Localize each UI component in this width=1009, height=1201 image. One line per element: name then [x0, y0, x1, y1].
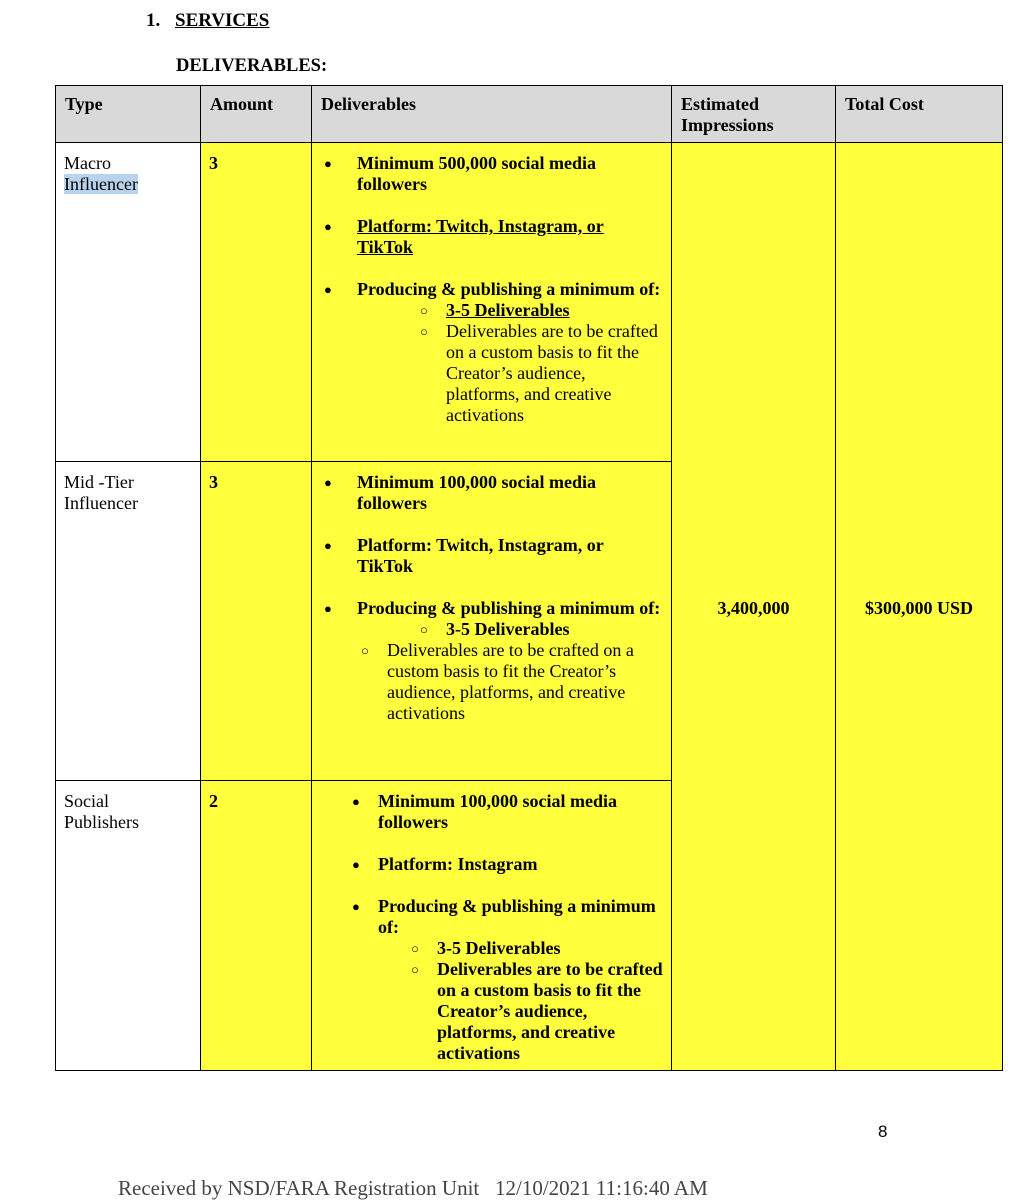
- platform-text: Platform: Twitch, Instagram, or TikTok: [357, 216, 604, 257]
- deliverables-cell: [312, 462, 672, 781]
- section-number: 1.: [146, 10, 161, 31]
- table-header-row: [56, 86, 1003, 143]
- deliverable-bullet-text: Producing & publishing a minimum of:: [357, 598, 661, 618]
- column-header-estimated-impressions: Estimated Impressions: [672, 86, 836, 143]
- deliverable-bullet-text: Producing & publishing a minimum of:: [357, 279, 661, 299]
- type-label-line2: Influencer: [64, 493, 138, 513]
- deliverable-bullet: [320, 216, 663, 258]
- deliverable-bullet: [320, 279, 663, 426]
- amount-cell: 2: [201, 781, 312, 1071]
- type-label-line1: Mid -Tier: [64, 472, 134, 492]
- type-cell: [56, 462, 201, 781]
- fara-footer: Received by NSD/FARA Registration Unit 12/10/2021 11:16:40 AM: [118, 1176, 708, 1200]
- deliverables-cell: [312, 781, 672, 1071]
- column-header-type: Type: [56, 86, 201, 143]
- sub-bullet: ○ Deliverables are to be crafted on a custom basis to fit the Creator’s audience, platforms, and creative activations: [387, 640, 663, 724]
- section-heading: [146, 10, 269, 32]
- column-header-total-cost: Total Cost: [836, 86, 1003, 143]
- type-label-line1: Social: [64, 791, 109, 811]
- type-label-line1: Macro: [64, 153, 111, 173]
- sub-bullet: ○ 3-5 Deliverables: [437, 938, 663, 959]
- amount-cell: 3: [201, 143, 312, 462]
- deliverables-table: [55, 85, 1003, 1071]
- page-number: 8: [878, 1122, 888, 1141]
- sub-bullet: ○ 3-5 Deliverables: [446, 300, 663, 321]
- total-cost-cell: $300,000 USD: [836, 143, 1003, 1071]
- deliverable-bullet: ● Platform: Twitch, Instagram, or TikTok: [320, 535, 663, 577]
- deliverable-bullet: ● Minimum 100,000 social media followers: [320, 472, 663, 514]
- column-header-deliverables: Deliverables: [312, 86, 672, 143]
- type-cell: [56, 781, 201, 1071]
- type-label-line2: Publishers: [64, 812, 140, 832]
- amount-cell: 3: [201, 462, 312, 781]
- column-header-amount: Amount: [201, 86, 312, 143]
- type-label-line2: Influencer: [64, 174, 138, 194]
- deliverable-bullet: [320, 598, 663, 724]
- section-title: SERVICES: [175, 10, 270, 31]
- deliverables-cell: [312, 143, 672, 462]
- deliverable-bullet-text: Producing & publishing a minimum of:: [378, 896, 656, 937]
- deliverable-bullet: ● Minimum 500,000 social media followers: [320, 153, 663, 195]
- sub-bullet: ○ 3-5 Deliverables: [446, 619, 663, 640]
- sub-bullet: ○ Deliverables are to be crafted on a custom basis to fit the Creator’s audience, platforms, and creative activations: [437, 959, 663, 1064]
- deliverable-bullet: ● Platform: Instagram: [320, 854, 663, 875]
- sub-bullet: ○ Deliverables are to be crafted on a custom basis to fit the Creator’s audience, platforms, and creative activations: [446, 321, 663, 426]
- estimated-impressions-cell: 3,400,000: [672, 143, 836, 1071]
- deliverables-subheading: DELIVERABLES:: [176, 56, 328, 76]
- type-cell: [56, 143, 201, 462]
- deliverable-bullet: ● Minimum 100,000 social media followers: [320, 791, 663, 833]
- table-row: [56, 143, 1003, 462]
- deliverable-bullet: [320, 896, 663, 1064]
